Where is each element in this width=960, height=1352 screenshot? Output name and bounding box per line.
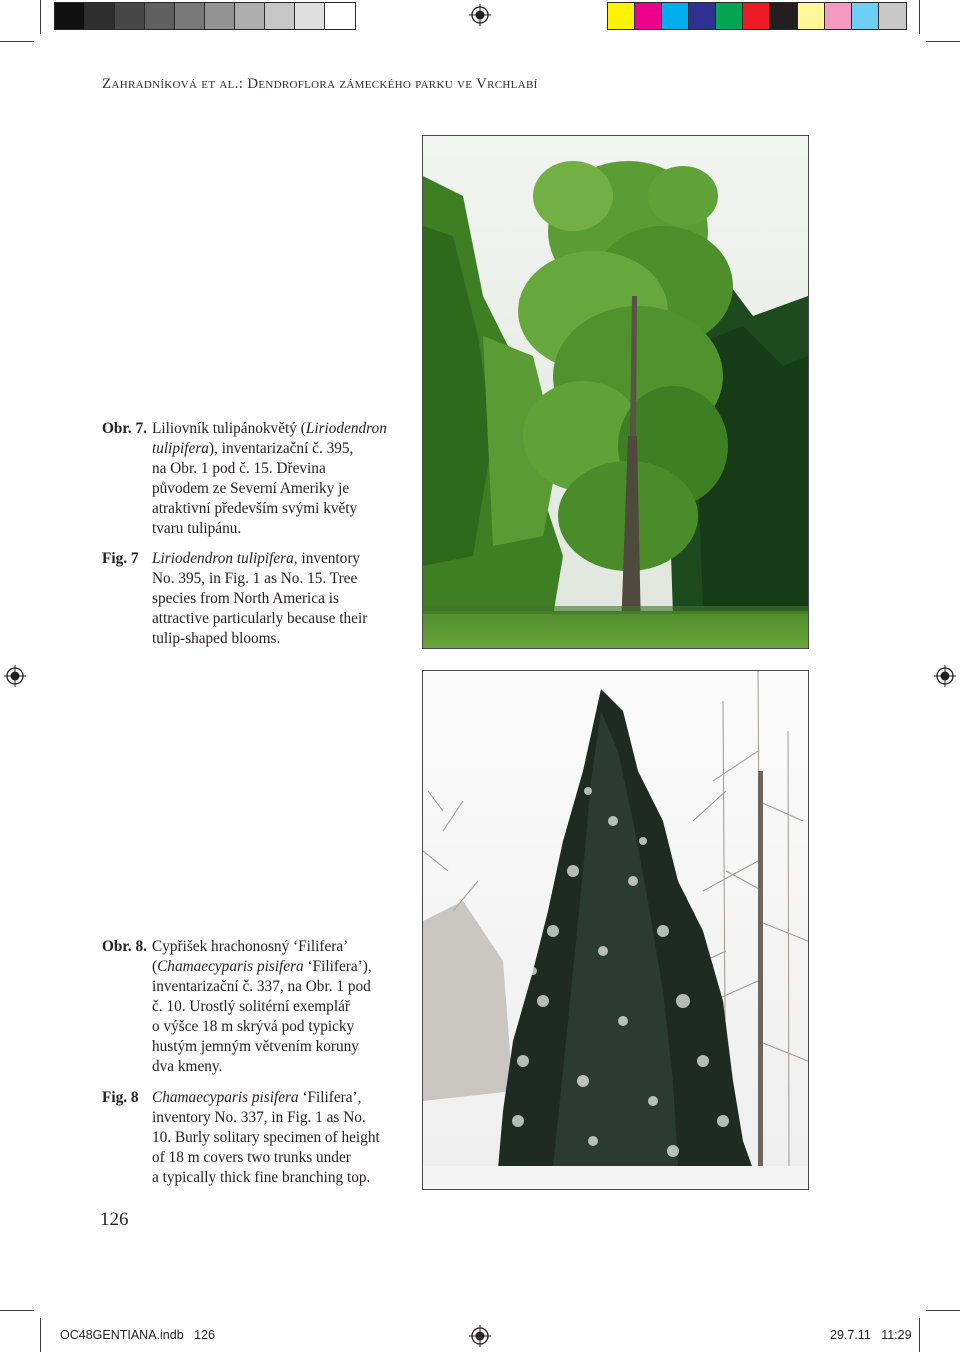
registration-mark-icon (934, 665, 956, 687)
caption-line (152, 439, 387, 459)
color-swatch (205, 3, 235, 29)
color-swatch (825, 3, 852, 29)
caption-text: tulip-shaped blooms. (152, 630, 281, 647)
crop-mark (926, 1310, 960, 1311)
crop-mark (0, 1310, 34, 1311)
color-swatch (662, 3, 689, 29)
crop-mark (919, 0, 920, 34)
caption-line (152, 519, 387, 539)
caption-line (152, 569, 367, 589)
caption-line (152, 1108, 380, 1128)
crop-mark (0, 41, 34, 42)
caption-italic-text: tulipifera (152, 440, 209, 457)
color-swatch (325, 3, 355, 29)
caption-text: ‘Filifera’), (303, 958, 372, 975)
caption-text: attractive particularly because their (152, 610, 368, 627)
color-swatch (608, 3, 635, 29)
caption-line (152, 479, 387, 499)
caption-text: atraktivní především svými květy (152, 500, 358, 517)
caption-text: na Obr. 1 pod č. 15. Dřevina (152, 460, 326, 477)
caption-text: a typically thick fine branching top. (152, 1169, 371, 1186)
color-swatch (770, 3, 797, 29)
caption-text: ), inventarizační č. 395, (208, 440, 354, 457)
slug-date-time: 29.7.11 11:29 (830, 1328, 912, 1342)
caption-line (152, 1017, 372, 1037)
caption-line (152, 1128, 380, 1148)
caption-text: species from North America is (152, 590, 339, 607)
caption-text: , inventory (293, 550, 361, 567)
caption-italic-text: Chamaecyparis pisifera (157, 958, 304, 975)
caption-czech-text (152, 937, 372, 1077)
color-calibration-bar (607, 2, 907, 30)
photo-chamaecyparis-pisifera-filifera (422, 670, 809, 1190)
caption-fig-label: Fig. 7 (102, 550, 139, 567)
caption-english-text (152, 549, 367, 649)
caption-line (152, 957, 372, 977)
color-swatch (852, 3, 879, 29)
caption-italic-text: Chamaecyparis pisifera (152, 1089, 299, 1106)
caption-italic-text: Liriodendron tulipifera (152, 550, 294, 567)
registration-mark-icon (469, 1325, 491, 1347)
photo-liriodendron-tulipifera (422, 135, 809, 649)
crop-mark (926, 41, 960, 42)
crop-mark (40, 1318, 41, 1352)
caption-line (152, 1148, 380, 1168)
caption-line (152, 419, 387, 439)
caption-line (152, 459, 387, 479)
caption-text: inventory No. 337, in Fig. 1 as No. (152, 1109, 366, 1126)
caption-italic-text: Liriodendron (305, 420, 387, 437)
caption-text: dva kmeny. (152, 1058, 223, 1075)
caption-line (152, 1037, 372, 1057)
color-swatch (743, 3, 770, 29)
caption-czech-text (152, 419, 387, 539)
caption-text: 10. Burly solitary specimen of height (152, 1129, 380, 1146)
caption-line (152, 937, 372, 957)
grayscale-calibration-bar (54, 2, 356, 30)
caption-text: původem ze Severní Ameriky je (152, 480, 350, 497)
caption-text: No. 395, in Fig. 1 as No. 15. Tree (152, 570, 358, 587)
caption-text: hustým jemným větvením koruny (152, 1038, 359, 1055)
color-swatch (879, 3, 906, 29)
color-swatch (716, 3, 743, 29)
running-head: Zahradníková et al.: Dendroflora zámeckého parku ve Vrchlabí (102, 76, 538, 92)
caption-line (152, 977, 372, 997)
crop-mark (919, 1318, 920, 1352)
caption-text: ‘Filifera’, (298, 1089, 362, 1106)
caption-text: Cypřišek hrachonosný ‘Filifera’ (152, 938, 349, 955)
caption-line (152, 499, 387, 519)
caption-line (152, 997, 372, 1017)
caption-text: č. 10. Urostlý solitérní exemplář (152, 998, 350, 1015)
caption-text: ( (152, 958, 158, 975)
caption-obr-label: Obr. 8. (102, 938, 147, 955)
color-swatch (235, 3, 265, 29)
caption-fig-label: Fig. 8 (102, 1089, 139, 1106)
caption-line (152, 1057, 372, 1077)
caption-line (152, 1088, 380, 1108)
color-swatch (798, 3, 825, 29)
caption-text: o výšce 18 m skrývá pod typicky (152, 1018, 355, 1035)
caption-text: of 18 m covers two trunks under (152, 1149, 351, 1166)
registration-mark-icon (469, 4, 491, 26)
color-swatch (689, 3, 716, 29)
slug-file-info: OC48GENTIANA.indb 126 (60, 1328, 215, 1342)
color-swatch (265, 3, 295, 29)
caption-text: Liliovník tulipánokvětý ( (152, 420, 306, 437)
caption-figure-7 (102, 419, 412, 649)
caption-line (152, 589, 367, 609)
crop-mark (40, 0, 41, 34)
caption-text: tvaru tulipánu. (152, 520, 242, 537)
caption-english-text (152, 1088, 380, 1188)
caption-line (152, 629, 367, 649)
color-swatch (295, 3, 325, 29)
color-swatch (85, 3, 115, 29)
caption-line (152, 1168, 380, 1188)
caption-line (152, 549, 367, 569)
caption-figure-8 (102, 937, 412, 1187)
caption-obr-label: Obr. 7. (102, 420, 147, 437)
color-swatch (145, 3, 175, 29)
caption-line (152, 609, 367, 629)
color-swatch (635, 3, 662, 29)
caption-text: inventarizační č. 337, na Obr. 1 pod (152, 978, 371, 995)
registration-mark-icon (4, 665, 26, 687)
color-swatch (115, 3, 145, 29)
color-swatch (175, 3, 205, 29)
page-number: 126 (100, 1209, 129, 1230)
color-swatch (55, 3, 85, 29)
